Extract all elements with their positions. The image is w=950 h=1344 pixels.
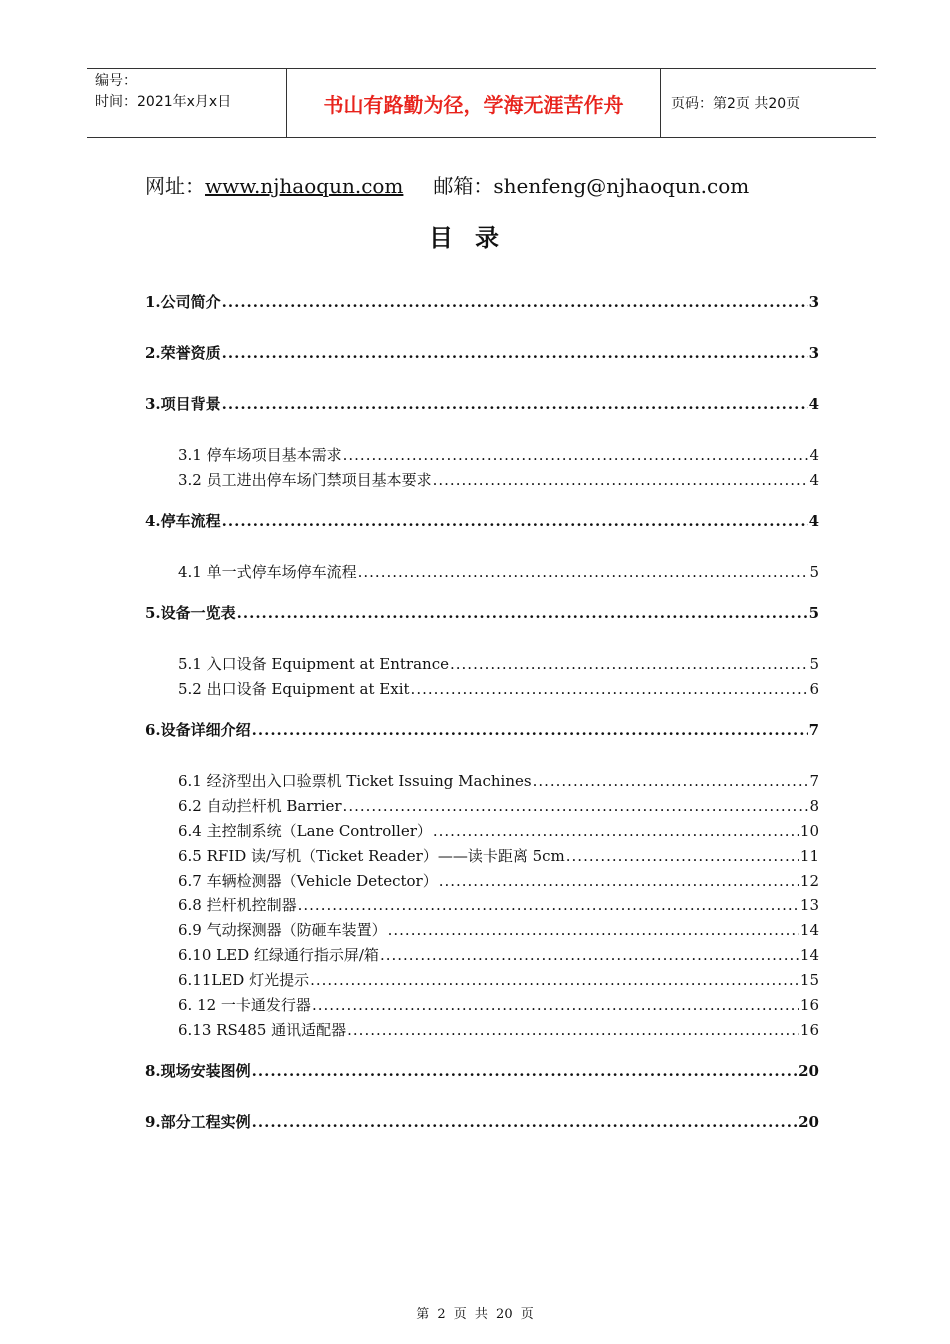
toc-entry-text: 6.4 主控制系统（Lane Controller） [178,822,432,840]
toc-entry-text: 2.荣誉资质 [145,344,221,362]
toc-entry[interactable] [178,894,819,915]
header-time: 时间：2021年x月x日 [95,94,232,110]
toc-entry-text: 3.2 员工进出停车场门禁项目基本要求 [178,471,432,489]
toc-entry-page: 4 [809,471,819,489]
toc-title: 目录 [429,224,521,252]
toc-leader [343,446,809,464]
toc-entry-text: 1.公司简介 [145,293,221,311]
toc-leader [358,563,809,581]
toc-entry[interactable] [178,919,819,940]
toc-entry-text: 5.设备一览表 [145,604,236,622]
toc-entry-page: 11 [799,847,819,865]
toc-entry-page: 14 [799,921,819,939]
mail-label: 邮箱： [433,174,494,198]
header-meta [87,69,287,137]
toc-leader [433,471,809,489]
toc-leader [388,921,799,939]
toc-entry[interactable] [145,291,819,312]
toc-entry-text: 6.13 RS485 通讯适配器 [178,1021,347,1039]
toc-entry[interactable] [178,969,819,990]
toc-entry-page: 13 [799,896,819,914]
toc-leader [380,946,799,964]
toc-leader [411,680,809,698]
toc-leader [252,721,808,739]
toc-entry[interactable] [178,820,819,841]
toc-entry-page: 12 [799,872,819,890]
toc-leader [433,822,799,840]
toc-entry-page: 10 [799,822,819,840]
toc-entry[interactable] [178,1019,819,1040]
toc-leader [222,512,808,530]
toc-entry-text: 6. 12 一卡通发行器 [178,996,311,1014]
toc-entry[interactable] [145,602,819,623]
toc-entry-text: 9.部分工程实例 [145,1113,251,1131]
toc-leader [222,395,808,413]
toc-entry-page: 5 [808,604,819,622]
mail-address: shenfeng@njhaoqun.com [493,174,750,198]
toc-entry-text: 6.11LED 灯光提示 [178,971,310,989]
toc-entry-text: 6.9 气动探测器（防砸车装置） [178,921,387,939]
toc-entry-page: 3 [808,344,819,362]
contact-line [145,170,749,199]
toc-leader [310,971,799,989]
toc-entry[interactable] [145,1060,819,1081]
toc-entry[interactable] [145,510,819,531]
toc-entry[interactable] [178,795,819,816]
toc-leader [450,655,808,673]
toc-entry-page: 3 [808,293,819,311]
toc-leader [343,797,809,815]
toc-leader [566,847,799,865]
toc-entry-page: 5 [809,655,819,673]
toc-entry[interactable] [178,469,819,490]
toc-entry-page: 16 [799,996,819,1014]
header-page-info: 页码：第2页 共20页 [671,96,801,112]
toc-entry-text: 8.现场安装图例 [145,1062,251,1080]
toc-entry[interactable] [178,653,819,674]
toc-entry[interactable] [178,845,819,866]
toc-entry-text: 6.1 经济型出入口验票机 Ticket Issuing Machines [178,772,532,790]
toc-entry[interactable] [145,393,819,414]
toc-entry-text: 5.2 出口设备 Equipment at Exit [178,680,410,698]
toc-entry-page: 4 [808,512,819,530]
toc-entry-page: 7 [809,772,819,790]
toc-entry-page: 20 [798,1113,819,1131]
toc-entry-page: 5 [809,563,819,581]
toc-entry-page: 7 [808,721,819,739]
toc-entry-page: 8 [809,797,819,815]
toc-entry-text: 6.7 车辆检测器（Vehicle Detector） [178,872,438,890]
toc-entry-page: 20 [798,1062,819,1080]
toc-entry[interactable] [145,342,819,363]
toc-entry[interactable] [178,870,819,891]
toc-leader [222,344,808,362]
header-code: 编号： [95,73,137,89]
toc-leader [237,604,808,622]
toc-entry-page: 16 [799,1021,819,1039]
toc-entry-text: 6.设备详细介绍 [145,721,251,739]
web-url-link[interactable]: www.njhaoqun.com [205,174,404,198]
toc-entry-text: 6.8 拦杆机控制器 [178,896,297,914]
toc-entry-text: 6.5 RFID 读/写机（Ticket Reader）——读卡距离 5cm [178,847,565,865]
toc-leader [252,1062,797,1080]
toc-entry-page: 6 [809,680,819,698]
toc-entry-text: 3.1 停车场项目基本需求 [178,446,342,464]
toc-entry[interactable] [178,944,819,965]
toc-entry[interactable] [178,770,819,791]
web-label: 网址： [145,174,205,198]
page-footer: 第 2 页 共 20 页 [416,1307,534,1322]
toc-leader [312,996,799,1014]
toc-entry[interactable] [178,678,819,699]
toc-leader [222,293,808,311]
toc-entry[interactable] [178,561,819,582]
toc-entry-text: 4.停车流程 [145,512,221,530]
page-header [87,68,876,138]
toc-entry-page: 15 [799,971,819,989]
toc-entry-text: 4.1 单一式停车场停车流程 [178,563,357,581]
toc-entry-page: 4 [809,446,819,464]
toc-entry-text: 6.2 自动拦杆机 Barrier [178,797,342,815]
toc-entry-page: 14 [799,946,819,964]
toc-leader [439,872,799,890]
toc-leader [298,896,799,914]
toc-leader [252,1113,797,1131]
header-motto: 书山有路勤为径，学海无涯苦作舟 [287,69,661,137]
toc-leader [347,1021,799,1039]
toc-leader [533,772,809,790]
toc-entry-text: 3.项目背景 [145,395,221,413]
toc-entry[interactable] [178,444,819,465]
toc-entry-page: 4 [808,395,819,413]
toc-entry[interactable] [178,994,819,1015]
toc-entry-text: 6.10 LED 红绿通行指示屏/箱 [178,946,379,964]
toc-entry[interactable] [145,719,819,740]
toc-entry[interactable] [145,1111,819,1132]
toc-entry-text: 5.1 入口设备 Equipment at Entrance [178,655,449,673]
